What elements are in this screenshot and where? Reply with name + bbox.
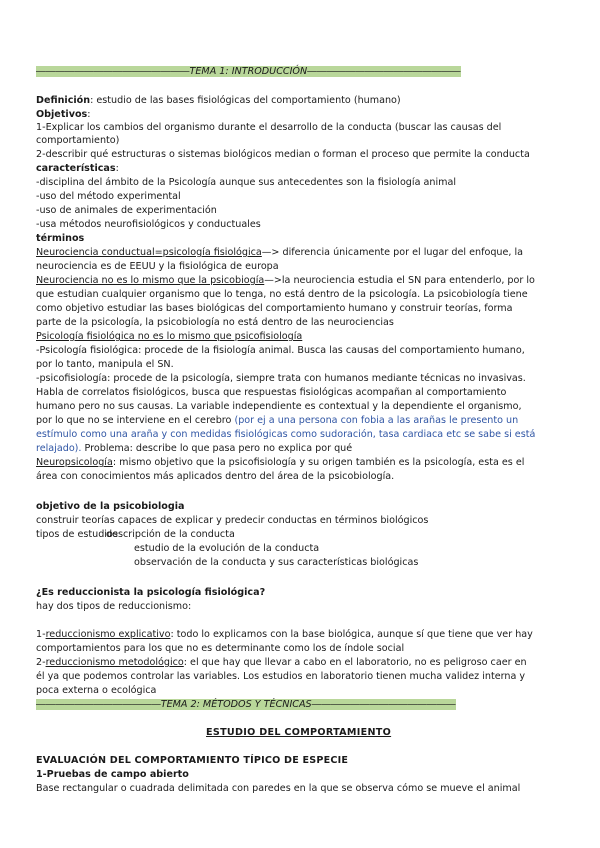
reduccionismo-2-line-1: 2-reduccionismo metodológico: el que hay que llevar a cabo en el laboratorio, no es peligroso caer en (36, 657, 527, 668)
neuropsicologia-line-2: área con conocimientos más aplicados dentro del área de la psicobiología. (36, 471, 395, 482)
psicologia-fisiologica-line-2: por lo tanto, manipula el SN. (36, 359, 174, 370)
neurociencia-2-line-2: que estudian cualquier organismo que lo tenga, no está dentro de la psicología. La psicobiología tiene (36, 289, 528, 300)
neurociencia-2-line-3: como objetivo estudiar las bases biológicas del comportamiento humano y construir teorías, forma (36, 303, 513, 314)
objetivo-psicobiologia-heading: objetivo de la psicobiologia (36, 501, 185, 512)
neurociencia-2-line-4: parte de la psicología, la psicobiología no está dentro de las neurociencias (36, 317, 394, 328)
caracteristica-1: -disciplina del ámbito de la Psicología aunque sus antecedentes son la fisiología animal (36, 177, 457, 188)
objetivo-2: 2-describir qué estructuras o sistemas biológicos median o forman el proceso que permite la conducta (36, 149, 530, 160)
tema2-banner: ―――――――――――――TEMA 2: MÉTODOS Y TÉCNICAS――――――――――――――― (36, 699, 456, 710)
objetivo-1-line-1: 1-Explicar los cambios del organismo durante el desarrollo de la conducta (buscar las causas del (36, 122, 502, 133)
reduccionismo-1-line-2: comportamientos para los que no es determinante como los de índole social (36, 643, 405, 654)
reduccionista-heading: ¿Es reduccionista la psicología fisiológica? (36, 587, 266, 598)
caracteristica-3: -uso de animales de experimentación (36, 205, 217, 216)
psicologia-fisiologica-line-1: -Psicología fisiológica: procede de la fisiología animal. Busca las causas del comportamiento humano, (36, 345, 525, 356)
caracteristica-2: -uso del método experimental (36, 191, 181, 202)
tema1-banner: ――――――――――――――――TEMA 1: INTRODUCCIÓN―――――――――――――――― (36, 66, 461, 77)
pruebas-campo-text: Base rectangular o cuadrada delimitada con paredes en la que se observa cómo se mueve el animal (36, 783, 521, 794)
caracteristica-4: -usa métodos neurofisiológicos y conductuales (36, 219, 261, 230)
definicion-line: Definición: estudio de las bases fisiológicas del comportamiento (humano) (36, 95, 401, 106)
tipos-estudios-label: tipos de estudios (36, 529, 118, 540)
neurociencia-1-line-2: neurociencia es de EEUU y la fisiológica de europa (36, 261, 279, 272)
pruebas-campo-heading: 1-Pruebas de campo abierto (36, 769, 189, 780)
objetivo-1-line-2: comportamiento) (36, 135, 120, 146)
psicofisiologia-line-1: -psicofisiología: procede de la psicología, siempre trata con humanos mediante técnicas no invasivas. (36, 373, 526, 384)
evaluacion-heading: EVALUACIÓN DEL COMPORTAMIENTO TÍPICO DE ESPECIE (36, 755, 349, 766)
objetivo-psicobiologia-text: construir teorías capaces de explicar y predecir conductas en términos biológicos (36, 515, 429, 526)
reduccionismo-1-line-1: 1-reduccionismo explicativo: todo lo explicamos con la base biológica, aunque sí que tiene que ver hay (36, 629, 533, 640)
tipo-estudio-2: estudio de la evolución de la conducta (134, 543, 320, 554)
psicofisiologia-heading: Psicología fisiológica no es lo mismo que psicofisiología (36, 331, 303, 342)
caracteristicas-heading: características: (36, 163, 119, 174)
tipo-estudio-1: descripción de la conducta (106, 529, 235, 540)
psicofisiologia-line-5: estímulo como una araña y con medidas fisiológicas como sudoración, tasa cardiaca etc se sabe si está (36, 429, 536, 440)
psicofisiologia-line-3: humano pero no sus causas. La variable independiente es contextual y la dependiente el organismo, (36, 401, 522, 412)
neurociencia-1-line-1: Neurociencia conductual=psicología fisiológica—> diferencia únicamente por el lugar del enfoque, la (36, 247, 524, 258)
neuropsicologia-line-1: Neuropsicología: mismo objetivo que la psicofisiología y su origen también es la psicología, esta es el (36, 457, 525, 468)
objetivos-heading: Objetivos: (36, 109, 91, 120)
reduccionismo-2-line-2: él ya que podemos controlar las variables. Los estudios en laboratorio tienen mucha validez interna y (36, 671, 526, 682)
psicofisiologia-line-4: por lo que no se interviene en el cerebro (por ej a una persona con fobia a las arañas le presento un (36, 415, 519, 426)
estudio-comportamiento-title: ESTUDIO DEL COMPORTAMIENTO (206, 727, 392, 738)
reduccionismo-intro: hay dos tipos de reduccionismo: (36, 601, 192, 612)
psicofisiologia-line-2: Habla de correlatos fisiológicos, busca que respuestas fisiológicas acompañan al comportamiento (36, 387, 507, 398)
psicofisiologia-line-6: relajado). Problema: describe lo que pasa pero no explica por qué (36, 443, 353, 454)
tipo-estudio-3: observación de la conducta y sus características biológicas (134, 557, 419, 568)
terminos-heading: términos (36, 233, 85, 244)
reduccionismo-2-line-3: poca externa o ecológica (36, 685, 157, 696)
neurociencia-2-line-1: Neurociencia no es lo mismo que la psicobiogía—>la neurociencia estudia el SN para entenderlo, por lo (36, 275, 535, 286)
